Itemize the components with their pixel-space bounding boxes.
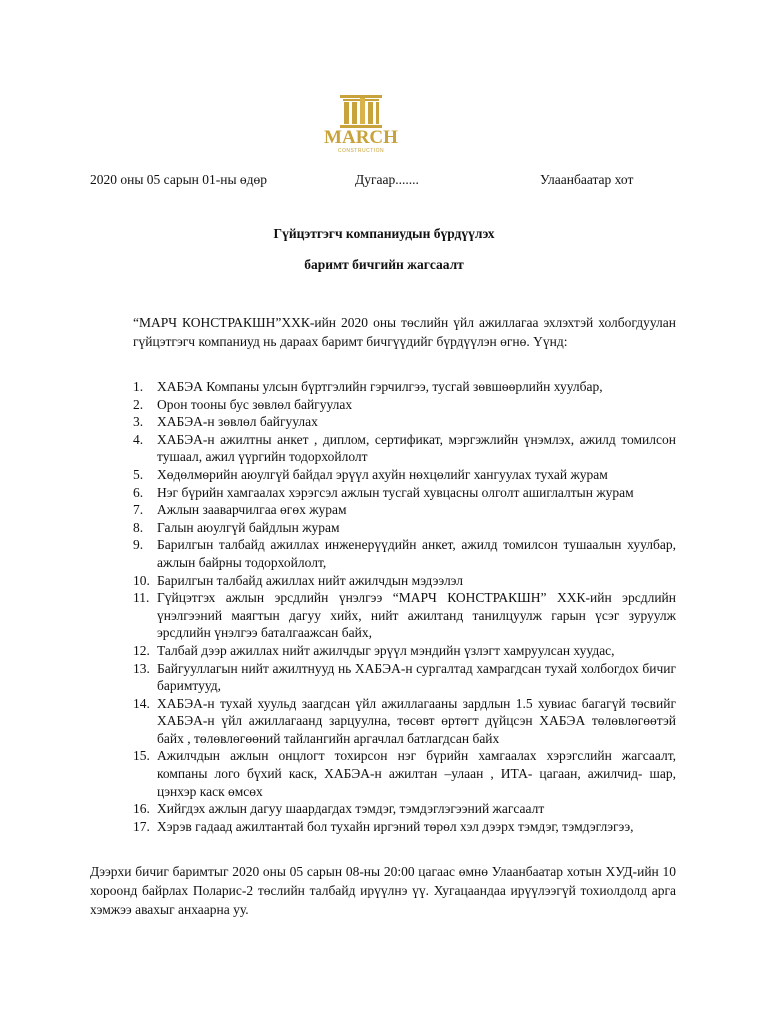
- list-item-number: 5.: [133, 466, 144, 482]
- list-item: [133, 501, 676, 519]
- list-item-number: 8.: [133, 519, 144, 535]
- list-item-number: 6.: [133, 484, 144, 500]
- list-item-text: ХАБЭА-н ажилтны анкет , диплом, сертификат, мэргэжлийн үнэмлэх, ажилд томилсон тушаал, ажил үүргийн тодорхойлолт: [157, 431, 676, 465]
- list-item-text: Талбай дээр ажиллах нийт ажилчдыг эрүүл мэндийн үзлэгт хамруулсан хуудас,: [157, 642, 615, 658]
- document-number: Дугаар.......: [355, 172, 419, 187]
- list-item-text: Байгууллагын нийт ажилтнууд нь ХАБЭА-н сургалтад хамрагдсан тухай холбогдох бичиг баримтууд,: [157, 660, 676, 694]
- list-item: [133, 484, 676, 502]
- list-item-number: 14.: [133, 695, 150, 711]
- list-item-number: 11.: [133, 590, 150, 606]
- company-logo: [323, 92, 399, 158]
- document-title-line1: Гүйцэтгэгч компаниудын бүрдүүлэх: [273, 226, 495, 241]
- list-item-number: 10.: [133, 572, 150, 588]
- list-item: [133, 660, 676, 695]
- list-item: [133, 431, 676, 466]
- document-list: [133, 378, 676, 835]
- list-item-number: 7.: [133, 502, 144, 518]
- logo-wordmark: MARCH: [324, 127, 398, 148]
- list-item-number: 13.: [133, 660, 150, 676]
- list-item-number: 3.: [133, 414, 144, 430]
- list-item-text: Барилгын талбайд ажиллах нийт ажилчдын мэдээлэл: [157, 572, 463, 588]
- list-item-text: Гүйцэтгэх ажлын эрсдлийн үнэлгээ “МАРЧ КОНСТРАКШН” ХХК-ийн эрсдлийн үнэлгээний маягтын дагуу хийх, нийт ажилтанд танилцуулж гарын үсэг зуруулж эрсдлийн үнэлгээ баталгаажсан байх,: [157, 590, 676, 641]
- list-item-text: ХАБЭА Компаны улсын бүртгэлийн гэрчилгээ, тусгай зөвшөөрлийн хуулбар,: [157, 379, 603, 394]
- list-item: [133, 519, 676, 537]
- intro-text: “МАРЧ КОНСТРАКШН”ХХК-ийн 2020 оны төслийн үйл ажиллагаа эхлэхтэй холбогдуулан гүйцэтгэгч компаниуд нь дараах баримт бичгүүдийг бүрдүүлэн өгнө. Үүнд:: [133, 315, 676, 349]
- list-item: [133, 695, 676, 748]
- list-item-number: 1.: [133, 379, 144, 394]
- list-item-text: Хийгдэх ажлын дагуу шаардагдах тэмдэг, тэмдэглэгээний жагсаалт: [157, 801, 545, 817]
- list-item-number: 4.: [133, 431, 144, 447]
- list-item-text: Ажлын зааварчилгаа өгөх журам: [157, 502, 347, 518]
- list-item: [133, 413, 676, 431]
- list-item-number: 2.: [133, 396, 144, 412]
- logo-columns-icon: [323, 92, 399, 132]
- list-item: [133, 642, 676, 660]
- list-item-text: ХАБЭА-н зөвлөл байгуулах: [157, 414, 318, 430]
- list-item: [133, 818, 676, 836]
- list-item: [133, 466, 676, 484]
- list-item-text: Ажилчдын ажлын онцлогт тохирсон нэг бүрийн хамгаалах хэрэгслийн жагсаалт, компаны лого бүхий каск, ХАБЭА-н ажилтан –улаан , ИТА- цагаан, ажилчид- шар, цэнхэр каск өмсөх: [157, 748, 676, 799]
- list-item-number: 9.: [133, 537, 144, 553]
- list-item-text: Орон тооны бус зөвлөл байгуулах: [157, 396, 353, 412]
- list-item: [133, 800, 676, 818]
- list-item-text: Галын аюулгүй байдлын журам: [157, 519, 340, 535]
- document-date: 2020 оны 05 сарын 01-ны өдөр: [90, 172, 268, 187]
- list-item: [133, 536, 676, 571]
- logo-subtext: CONSTRUCTION: [337, 148, 385, 154]
- intro-paragraph: [133, 313, 676, 351]
- list-item: [133, 378, 676, 396]
- list-item: [133, 572, 676, 590]
- list-item: [133, 589, 676, 642]
- list-item: [133, 747, 676, 800]
- list-item-number: 12.: [133, 642, 150, 658]
- list-item-number: 16.: [133, 801, 150, 817]
- document-title-line2: баримт бичгийн жагсаалт: [304, 257, 464, 272]
- list-item: [133, 396, 676, 414]
- list-item-number: 15.: [133, 748, 150, 764]
- list-item-text: Нэг бүрийн хамгаалах хэрэгсэл ажлын тусгай хувцасны олголт ашиглалтын журам: [157, 484, 634, 500]
- document-city: Улаанбаатар хот: [540, 172, 634, 187]
- closing-paragraph: Дээрхи бичиг баримтыг 2020 оны 05 сарын 08-ны 20:00 цагаас өмнө Улаанбаатар хотын ХУД-ийн 10 хороонд байрлах Поларис-2 төслийн талбайд ирүүлнэ үү. Хугацаандаа ирүүлээгүй тохиолдолд арга хэмжээ авахыг анхаарна уу.: [90, 864, 676, 917]
- list-item-text: Барилгын талбайд ажиллах инженерүүдийн анкет, ажилд томилсон тушаалын хуулбар, ажлын байрны тодорхойлолт,: [157, 537, 676, 570]
- list-item-number: 17.: [133, 818, 150, 834]
- list-item-text: Хэрэв гадаад ажилтантай бол тухайн иргэний төрөл хэл дээрх тэмдэг, тэмдэглэгээ,: [157, 818, 634, 834]
- list-item-text: ХАБЭА-н тухай хуульд заагдсан үйл ажиллагааны зардлын 1.5 хувиас багагүй төсвийг ХАБЭА-н үйл ажиллагаанд зарцуулна, төсөвт өртөгт дүйцсэн ХАБЭА төлөвлөгөөтэй байх , төлөвлөгөөний тайлангийн аргачлал батлагдсан байх: [157, 695, 676, 746]
- list-item-text: Хөдөлмөрийн аюулгүй байдал эрүүл ахуйн нөхцөлийг хангуулах тухай журам: [157, 466, 608, 482]
